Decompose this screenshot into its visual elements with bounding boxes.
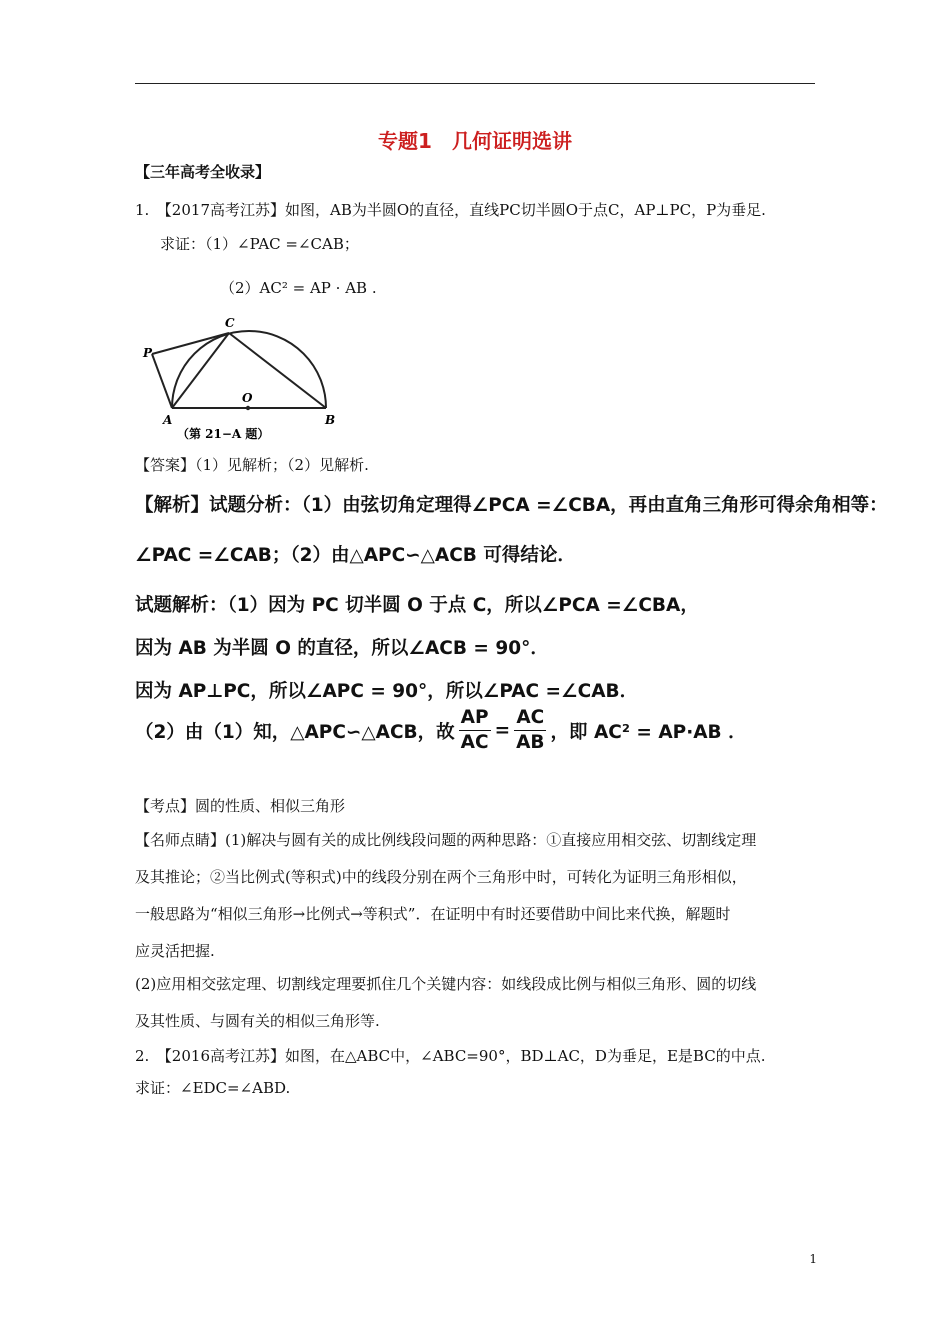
page-title: 专题1 几何证明选讲	[378, 129, 572, 153]
analysis-line-2: ∠PAC =∠CAB；（2）由△APC∽△ACB 可得结论．	[135, 545, 576, 566]
fraction-2-denominator: AB	[516, 732, 545, 753]
analysis-line-1: 【解析】试题分析：（1）由弦切角定理得∠PCA =∠CBA，再由直角三角形可得余角相等：	[135, 495, 888, 516]
q1-statement: 1. 【2017高考江苏】如图，AB为半圆O的直径，直线PC切半圆O于点C，AP⊥PC，P为垂足.	[135, 201, 766, 219]
q1-prove-1: 求证：（1）∠PAC =∠CAB；	[160, 235, 359, 253]
geometry-figure	[135, 310, 355, 445]
figure-caption: （第 21−A 题）	[177, 427, 270, 441]
page-number: 1	[809, 1252, 817, 1266]
label-C: C	[225, 316, 235, 330]
mingshi-line-3: 一般思路为“相似三角形→比例式→等积式”．在证明中有时还要借助中间比来代换，解题时	[135, 905, 731, 923]
fraction-1-numerator: AP	[459, 707, 491, 731]
fraction-ap-ac	[459, 707, 491, 754]
label-B: B	[325, 413, 336, 427]
analysis-line-5: 因为 AP⊥PC，所以∠APC = 90°，所以∠PAC =∠CAB．	[135, 681, 639, 702]
q2-statement: 2. 【2016高考江苏】如图，在△ABC中，∠ABC=90°，BD⊥AC，D为垂足，E是BC的中点.	[135, 1047, 766, 1065]
header-rule	[135, 83, 815, 84]
mingshi-line-4: 应灵活把握.	[135, 942, 215, 960]
q2-prove: 求证：∠EDC=∠ABD.	[135, 1079, 291, 1097]
analysis-line-3: 试题解析：（1）因为 PC 切半圆 O 于点 C，所以∠PCA =∠CBA，	[135, 595, 699, 616]
mingshi-line-6: 及其性质、与圆有关的相似三角形等.	[135, 1012, 380, 1030]
fraction-ac-ab	[514, 707, 546, 754]
q1-prove-2: （2）AC² = AP · AB .	[220, 279, 377, 297]
label-A: A	[163, 413, 173, 427]
label-O: O	[242, 391, 253, 405]
label-P: P	[143, 346, 153, 360]
analysis-6-prefix: （2）由（1）知，△APC∽△ACB，故	[135, 721, 455, 743]
fraction-2-numerator: AC	[514, 707, 546, 731]
section-header: 【三年高考全收录】	[135, 163, 271, 181]
analysis-line-6	[135, 707, 747, 754]
q1-answer: 【答案】（1）见解析；（2）见解析.	[135, 456, 369, 474]
mingshi-line-1: 【名师点睛】(1)解决与圆有关的成比例线段问题的两种思路：①直接应用相交弦、切割线定理	[135, 831, 757, 849]
fraction-1-denominator: AC	[460, 732, 489, 753]
analysis-line-4: 因为 AB 为半圆 O 的直径，所以∠ACB = 90°．	[135, 638, 549, 659]
mingshi-line-2: 及其推论；②当比例式(等积式)中的线段分别在两个三角形中时，可转化为证明三角形相似，	[135, 868, 747, 886]
fraction-equals: =	[494, 720, 511, 741]
mingshi-line-5: (2)应用相交弦定理、切割线定理要抓住几个关键内容：如线段成比例与相似三角形、圆的切线	[135, 975, 757, 993]
kaodian: 【考点】圆的性质、相似三角形	[135, 797, 346, 815]
analysis-6-suffix: ，即 AC² = AP·AB ．	[550, 721, 747, 743]
